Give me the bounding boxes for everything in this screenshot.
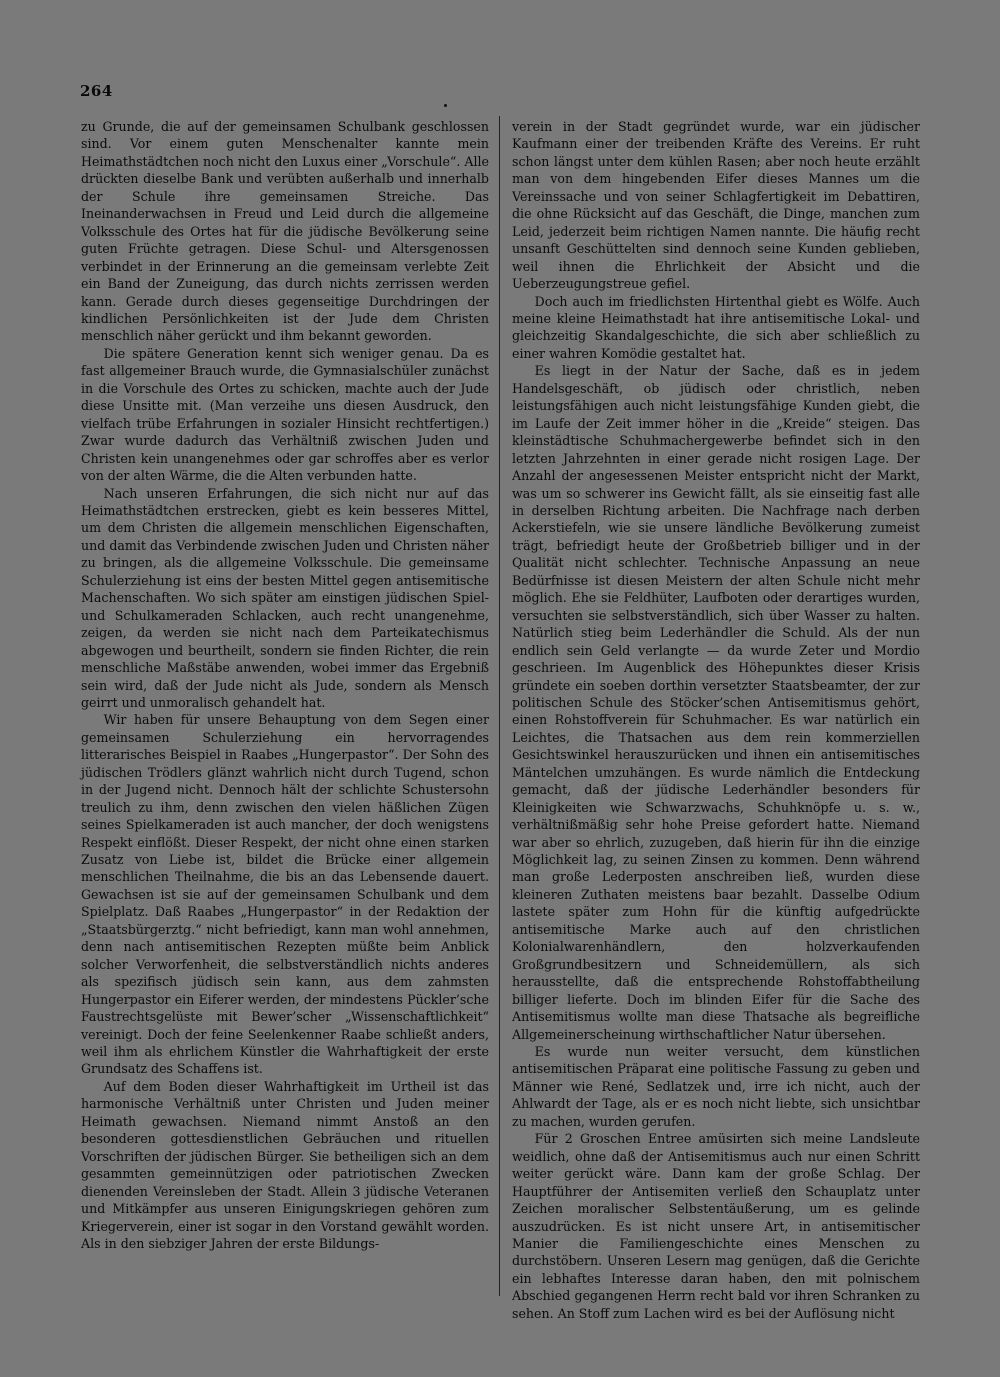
page-number: 264: [80, 82, 113, 100]
paragraph: Nach unseren Erfahrungen, die sich nicht nur auf das Heimathstädtchen erstrecken, giebt es kein besseres Mittel, um dem Christen die allgemein menschlichen Eigenschaften, und damit das Verbindende zwischen Juden und Christen näher zu bringen, als die allgemeine Volksschule. Die gemeinsame Schulerziehung ist eins der besten Mittel gegen antisemitische Machenschaften. Wo sich später am einstigen jüdischen Spiel- und Schulkameraden Schlacken, auch recht unangenehme, zeigen, da werden sie nicht nach dem Parteikatechismus abgewogen und beurtheilt, sondern sie finden Richter, die rein menschliche Maßstäbe anwenden, wobei immer das Ergebniß sein wird, daß der Jude nicht als Jude, sondern als Mensch geirrt und unmoralisch gehandelt hat.: [81, 485, 489, 710]
paragraph: Wir haben für unsere Behauptung von dem Segen einer gemeinsamen Schulerziehung ein hervorragendes litterarisches Beispiel in Raabes „Hungerpastor“. Der Sohn des jüdischen Trödlers glänzt wahrlich nicht durch Tugend, schon in der Jugend nicht. Dennoch hält der schlichte Schustersohn treulich zu ihm, denn zwischen den vielen häßlichen Zügen seines Spielkameraden ist auch mancher, der doch wenigstens Respekt einflößt. Dieser Respekt, der nicht ohne einen starken Zusatz von Liebe ist, bildet die Brücke einer allgemein menschlichen Theilnahme, die bis an das Lebensende dauert. Gewachsen ist sie auf der gemeinsamen Schulbank und dem Spielplatz. Daß Raabes „Hungerpastor“ in der Redaktion der „Staatsbürgerztg.“ nicht befriedigt, kann man wohl annehmen, denn nach antisemitischen Rezepten müßte beim Anblick solcher Verworfenheit, die selbstverständlich nichts anderes als spezifisch jüdisch sein kann, aus dem zahmsten Hungerpastor ein Eiferer werden, der mindestens Pückler’sche Faustrechtsgelüste mit Bewer’scher „Wissenschaftlichkeit“ vereinigt. Doch der feine Seelenkenner Raabe schließt anders, weil ihm als ehrlichem Künstler die Wahrhaftigkeit der erste Grundsatz des Schaffens ist.: [81, 712, 489, 1077]
paragraph: Die spätere Generation kennt sich weniger genau. Da es fast allgemeiner Brauch wurde, die Gymnasialschüler zunächst in die Vorschule des Ortes zu schicken, machte auch der Jude diese Unsitte mit. (Man verzeihe uns diesen Ausdruck, den vielfach trübe Erfahrungen in sozialer Hinsicht rechtfertigen.) Zwar wurde dadurch das Verhältniß zwischen Juden und Christen kein unangenehmes oder gar schroffes aber es verlor von der alten Wärme, die die Alten verbunden hatte.: [81, 345, 489, 484]
paragraph: Für 2 Groschen Entree amüsirten sich meine Landsleute weidlich, ohne daß der Antisemitismus auch nur einen Schritt weiter gerückt wäre. Dann kam der große Schlag. Der Hauptführer der Antisemiten verließ den Schauplatz unter Zeichen moralischer Selbstentäußerung, um es gelinde auszudrücken. Es ist nicht unsere Art, in antisemitischer Manier die Familiengeschichte eines Menschen zu durchstöbern. Unseren Lesern mag genügen, daß die Gerichte ein lebhaftes Interesse daran haben, den mit polnischem Abschied gegangenen Herrn recht bald vor ihren Schranken zu sehen. An Stoff zum Lachen wird es bei der Auflösung nicht: [512, 1131, 920, 1321]
paragraph: Doch auch im friedlichsten Hirtenthal giebt es Wölfe. Auch meine kleine Heimathstadt hat ihre antisemitische Lokal- und gleichzeitig Skandalgeschichte, die sich aber schließlich zu einer wahren Komödie gestaltet hat.: [512, 293, 920, 361]
paragraph: verein in der Stadt gegründet wurde, war ein jüdischer Kaufmann einer der treibenden Kräfte des Vereins. Er ruht schon längst unter dem kühlen Rasen; aber noch heute erzählt man von dem hingebenden Eifer dieses Mannes um die Vereinssache und von seiner Schlagfertigkeit im Debattiren, die ohne Rücksicht auf das Geschäft, die Dinge, manchen zum Leid, jederzeit beim richtigen Namen nannte. Die häufig recht unsanft Geschüttelten sind dennoch seine Kunden geblieben, weil ihnen die Ehrlichkeit der Absicht und die Ueberzeugungstreue gefiel.: [512, 119, 920, 292]
paragraph: Es wurde nun weiter versucht, dem künstlichen antisemitischen Präparat eine politische Fassung zu geben und Männer wie René, Sedlatzek und, irre ich nicht, auch der Ahlwardt der Tage, als er es noch nicht liebte, sich unsichtbar zu machen, wurden gerufen.: [512, 1044, 920, 1129]
paragraph: Auf dem Boden dieser Wahrhaftigkeit im Urtheil ist das harmonische Verhältniß unter Christen und Juden meiner Heimath gewachsen. Niemand nimmt Anstoß an den besonderen gottesdienstlichen Gebräuchen und rituellen Vorschriften der jüdischen Bürger. Sie betheiligen sich an dem gesammten gemeinnützigen oder patriotischen Zwecken dienenden Vereinsleben der Stadt. Allein 3 jüdische Veteranen und Mitkämpfer aus unseren Einigungskriegen gehören zum Kriegerverein, einer ist sogar in den Vorstand gewählt worden. Als in den siebziger Jahren der erste Bildungs-: [81, 1078, 489, 1251]
ink-speck: [444, 104, 447, 107]
paragraph: Es liegt in der Natur der Sache, daß es in jedem Handelsgeschäft, ob jüdisch oder christlich, neben leistungsfähigen auch nicht leistungsfähige Kunden giebt, die im Laufe der Zeit immer höher in die „Kreide“ steigen. Das kleinstädtische Schuhmachergewerbe befindet sich in den letzten Jahrzehnten in einer gerade nicht rosigen Lage. Der Anzahl der angesessenen Meister entspricht nicht der Markt, was um so schwerer ins Gewicht fällt, als sie einseitig fast alle in derselben Richtung arbeiten. Die Nachfrage nach derben Ackerstiefeln, wie sie unsere ländliche Bevölkerung zumeist trägt, befriedigt heute der Großbetrieb billiger und in der Qualität nicht schlechter. Technische Anpassung an neue Bedürfnisse ist diesen Meistern der alten Schule nicht mehr möglich. Ehe sie Feldhüter, Laufboten oder derartiges wurden, versuchten sie selbstverständlich, sich über Wasser zu halten. Natürlich stieg beim Lederhändler die Schuld. Als der nun endlich sein Geld verlangte — da wurde Zeter und Mordio geschrieen. Im Augenblick des Höhepunktes dieser Krisis gründete ein soeben dorthin versetzter Staatsbeamter, der zur politischen Schule des Stöcker’schen Antisemitismus gehört, einen Rohstoffverein für Schuhmacher. Es war natürlich ein Leichtes, die Thatsachen aus dem rein kommerziellen Gesichtswinkel herauszurücken und ihnen ein antisemitisches Mäntelchen umzuhängen. Es wurde nämlich die Entdeckung gemacht, daß der jüdische Lederhändler besonders für Kleinigkeiten wie Schwarzwachs, Schuhknöpfe u. s. w., verhältnißmäßig sehr hohe Preise gefordert hatte. Niemand war aber so ehrlich, zuzugeben, daß hierin für ihn die einzige Möglichkeit lag, zu seinen Zinsen zu kommen. Denn während man große Lederposten anschreiben ließ, wurden diese kleineren Zuthaten meistens baar bezahlt. Dasselbe Odium lastete später zum Hohn für die künftig aufgedrückte antisemitische Marke auch auf den christlichen Kolonialwarenhändlern, den holzverkaufenden Großgrundbesitzern und Schneidemüllern, als sich herausstellte, daß die entsprechende Rohstoffabtheilung billiger lieferte. Doch im blinden Eifer für die Sache des Antisemitismus wollte man diese Thatsache als begreifliche Allgemeinerscheinung wirthschaftlicher Natur übersehen.: [512, 363, 920, 1042]
paragraph: zu Grunde, die auf der gemeinsamen Schulbank geschlossen sind. Vor einem guten Menschenalter kannte mein Heimathstädtchen noch nicht den Luxus einer „Vorschule“. Alle drückten dieselbe Bank und verübten außerhalb und innerhalb der Schule ihre gemeinsamen Streiche. Das Ineinanderwachsen in Freud und Leid durch die allgemeine Volksschule des Ortes hat für die jüdische Bevölkerung seine guten Früchte getragen. Diese Schul- und Altersgenossen verbindet in der Erinnerung an die gemeinsam verlebte Zeit ein Band der Zuneigung, das durch nichts zerrissen werden kann. Gerade durch dieses gegenseitige Durchdringen der kindlichen Persönlichkeiten ist der Jude dem Christen menschlich näher gerückt und ihm bekannt geworden.: [81, 119, 489, 344]
column-divider: [499, 116, 500, 1296]
left-column: [81, 118, 489, 1252]
right-column: [512, 118, 920, 1322]
